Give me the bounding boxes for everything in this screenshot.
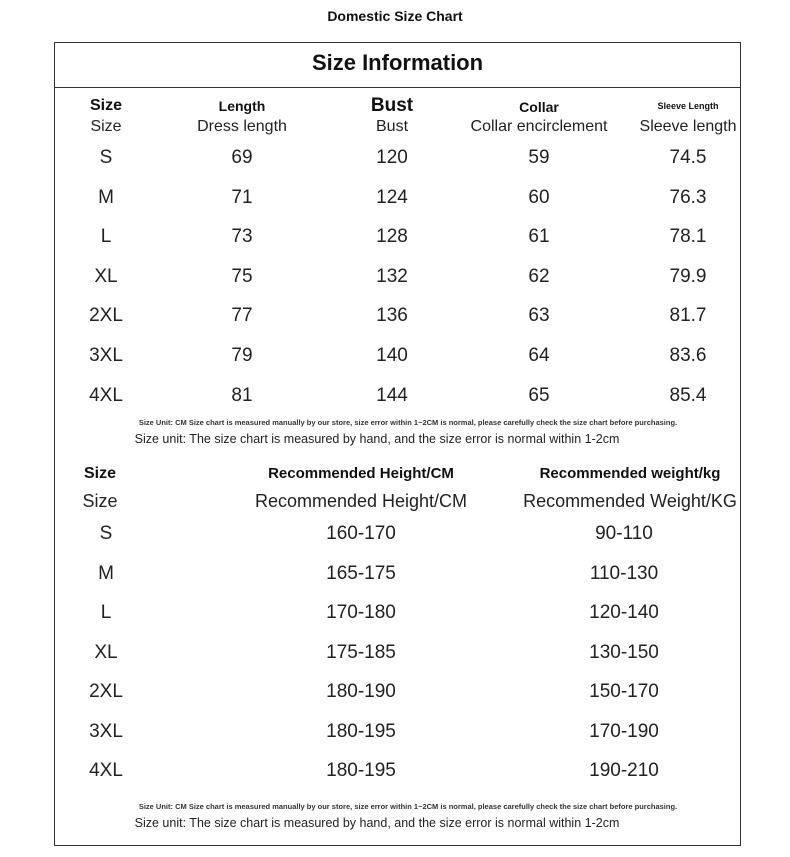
- column-header-size: Size: [83, 465, 117, 482]
- column-header-recommended-height-cm: Recommended Height/CM: [268, 465, 454, 482]
- table-cell: 59: [528, 147, 550, 168]
- table-cell: 170-190: [589, 720, 659, 742]
- table-cell: 62: [528, 265, 550, 287]
- table-cell: 175-185: [326, 641, 396, 663]
- table-cell: 136: [376, 305, 408, 327]
- table-cell: 90-110: [595, 523, 653, 544]
- size-note: Size unit: The size chart is measured by hand, and the size error is normal within 1-2cm: [134, 432, 620, 446]
- size-label: 3XL: [89, 345, 123, 366]
- size-label: L: [100, 226, 112, 248]
- size-label: XL: [94, 265, 118, 287]
- table-cell: 132: [376, 265, 408, 287]
- column-header-size: Size: [89, 97, 123, 114]
- size-label: 2XL: [89, 681, 123, 702]
- table-cell: 128: [376, 226, 408, 248]
- size-note-small: Size Unit: CM Size chart is measured manually by our store, size error within 1~2CM is normal, please carefully check the size chart before purchasing.: [138, 802, 678, 811]
- table-cell: 83.6: [669, 345, 707, 366]
- column-subheader: Recommended Height/CM: [254, 491, 468, 511]
- table-cell: 61: [528, 226, 550, 248]
- table-cell: 77: [231, 305, 253, 327]
- size-label: L: [100, 602, 112, 623]
- table-cell: 144: [376, 384, 408, 406]
- size-label: 4XL: [89, 384, 123, 406]
- column-header-bust: Bust: [370, 95, 414, 116]
- table-cell: 73: [231, 226, 253, 248]
- column-header-recommended-weight-kg: Recommended weight/kg: [539, 465, 721, 482]
- table-cell: 190-210: [589, 760, 659, 781]
- table-cell: 81.7: [669, 305, 707, 327]
- table-cell: 76.3: [669, 186, 707, 208]
- table-cell: 81: [231, 384, 253, 406]
- table-cell: 140: [376, 345, 408, 366]
- column-header-length: Length: [218, 98, 266, 114]
- size-label: S: [99, 523, 113, 544]
- table-cell: 78.1: [669, 226, 707, 248]
- table-cell: 180-195: [326, 760, 396, 781]
- table-cell: 180-195: [326, 720, 396, 742]
- table-cell: 120: [376, 147, 408, 168]
- size-label: M: [98, 186, 114, 208]
- size-label: 2XL: [89, 305, 123, 327]
- column-subheader: Recommended Weight/KG: [523, 491, 737, 511]
- table-cell: 75: [231, 265, 253, 287]
- table-cell: 71: [231, 186, 253, 208]
- size-note: Size unit: The size chart is measured by hand, and the size error is normal within 1-2cm: [134, 816, 620, 830]
- column-subheader: Size: [82, 491, 118, 511]
- size-note-small: Size Unit: CM Size chart is measured manually by our store, size error within 1~2CM is normal, please carefully check the size chart before purchasing.: [138, 418, 678, 427]
- table-cell: 120-140: [589, 602, 659, 623]
- size-label: XL: [94, 641, 118, 663]
- size-information-title: Size Information: [54, 42, 741, 88]
- table-cell: 160-170: [326, 523, 396, 544]
- table-cell: 180-190: [326, 681, 396, 702]
- column-subheader: Sleeve length: [639, 118, 737, 135]
- column-subheader: Collar encirclement: [470, 118, 608, 135]
- table-cell: 79: [231, 345, 253, 366]
- table-cell: 170-180: [326, 602, 396, 623]
- table-cell: 65: [528, 384, 550, 406]
- table-cell: 130-150: [589, 641, 659, 663]
- size-label: M: [98, 562, 114, 584]
- table-cell: 63: [528, 305, 550, 327]
- table-cell: 64: [528, 345, 550, 366]
- table-cell: 85.4: [669, 384, 707, 406]
- table-cell: 165-175: [326, 562, 396, 584]
- table-cell: 69: [231, 147, 253, 168]
- table-cell: 150-170: [589, 681, 659, 702]
- table-cell: 74.5: [669, 147, 707, 168]
- size-label: S: [99, 147, 113, 168]
- table-cell: 124: [376, 186, 408, 208]
- column-header-collar: Collar: [519, 99, 559, 115]
- table-cell: 79.9: [669, 265, 707, 287]
- table-cell: 110-130: [589, 562, 659, 584]
- column-header-sleeve-length: Sleeve Length: [657, 101, 719, 111]
- column-subheader: Dress length: [197, 118, 287, 135]
- size-label: 4XL: [89, 760, 123, 781]
- column-subheader: Bust: [375, 118, 409, 135]
- size-label: 3XL: [89, 720, 123, 742]
- column-subheader: Size: [90, 118, 122, 135]
- page-title: Domestic Size Chart: [327, 8, 463, 24]
- table-cell: 60: [528, 186, 550, 208]
